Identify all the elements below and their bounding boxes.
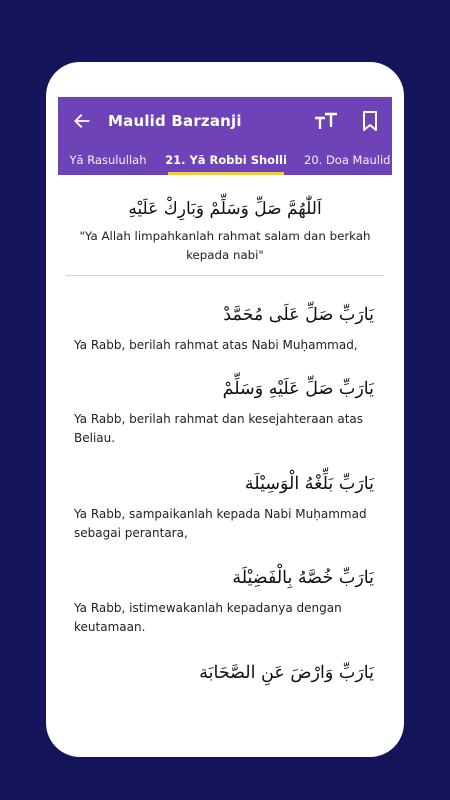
app-bar bbox=[58, 97, 392, 145]
verse-item bbox=[74, 300, 374, 355]
tab-ya-robbi-sholli[interactable] bbox=[159, 145, 293, 175]
verse-item bbox=[74, 469, 374, 543]
bookmark-icon bbox=[361, 110, 379, 132]
tab-doa-maulid[interactable] bbox=[298, 145, 392, 175]
verse-arabic: يَارَبِّ بَلِّغْهُ الْوَسِيْلَة bbox=[244, 474, 374, 494]
verse-translation: Ya Rabb, sampaikanlah kepada Nabi Muḥammad sebagai perantara, bbox=[74, 507, 367, 540]
tab-bar bbox=[58, 145, 392, 175]
verse-arabic: يَارَبِّ صَلِّ عَلَى مُحَمَّدْ bbox=[223, 305, 374, 325]
tab-indicator bbox=[168, 172, 284, 175]
text-size-button[interactable] bbox=[304, 97, 348, 145]
verse-arabic: يَارَبِّ وَارْضَ عَنِ الصَّحَابَة bbox=[199, 663, 374, 683]
text-size-icon bbox=[314, 111, 338, 131]
verse-arabic: يَارَبِّ خُصَّهُ بِالْفَضِيْلَة bbox=[232, 568, 374, 588]
app-title: Maulid Barzanji bbox=[108, 112, 242, 130]
bookmark-button[interactable] bbox=[348, 97, 392, 145]
verse-translation: Ya Rabb, istimewakanlah kepadanya dengan keutamaan. bbox=[74, 601, 342, 634]
tab-ya-rasulullah[interactable] bbox=[58, 145, 158, 175]
verse-item bbox=[74, 563, 374, 637]
back-button[interactable] bbox=[58, 97, 106, 145]
tab-label: 21. Yā Robbi Sholli bbox=[165, 153, 287, 167]
tab-label: Yā Rasulullah bbox=[69, 153, 147, 167]
phone-screen bbox=[46, 62, 404, 757]
verse-item bbox=[74, 658, 374, 694]
verse-item bbox=[74, 374, 374, 448]
tab-label: 20. Doa Maulid bbox=[304, 153, 391, 167]
header-translation: "Ya Allah limpahkanlah rahmat salam dan berkah kepada nabi" bbox=[79, 229, 371, 262]
header-arabic: اَللّٰهُمَّ صَلِّ وَسَلِّمْ وَبَارِكْ عَلَيْهِ bbox=[128, 199, 322, 219]
arrow-left-icon bbox=[72, 111, 92, 131]
divider bbox=[66, 275, 384, 276]
verse-translation: Ya Rabb, berilah rahmat atas Nabi Muḥammad, bbox=[74, 338, 358, 352]
verse-arabic: يَارَبِّ صَلِّ عَلَيْهِ وَسَلِّمْ bbox=[222, 379, 374, 399]
verse-translation: Ya Rabb, berilah rahmat dan kesejahteraan atas Beliau. bbox=[74, 412, 364, 445]
